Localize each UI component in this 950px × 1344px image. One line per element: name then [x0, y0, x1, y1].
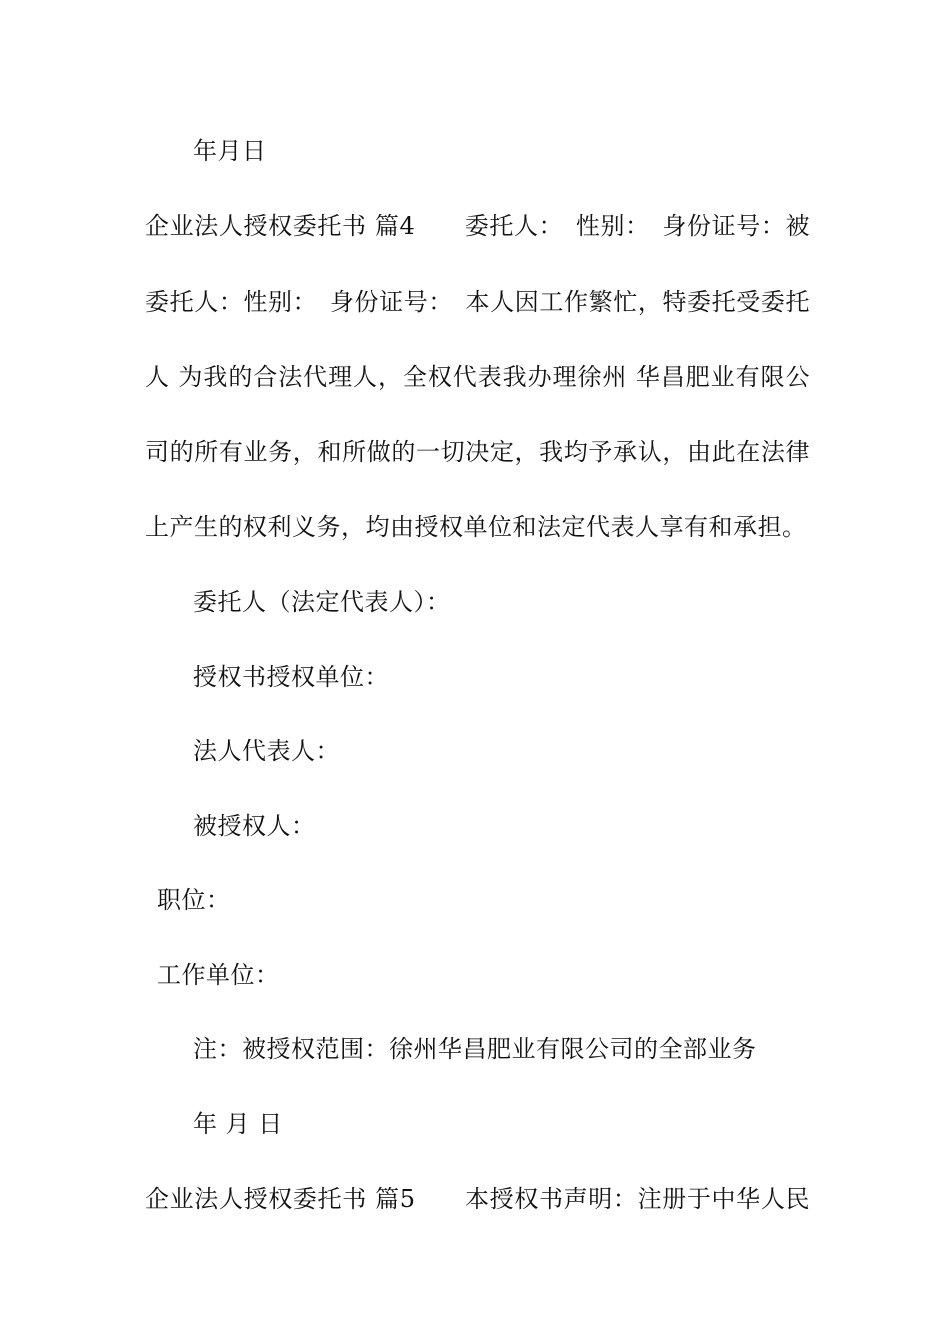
- date-line: 年 月 日: [193, 1110, 283, 1138]
- principal-field: 委托人（法定代表人）：: [193, 588, 451, 616]
- authorizing-unit-field: 授权书授权单位：: [193, 663, 389, 691]
- body-text-line: 委托人：性别： 身份证号： 本人因工作繁忙，特委托受委托: [145, 288, 810, 316]
- scope-note: 注：被授权范围：徐州华昌肥业有限公司的全部业务: [193, 1035, 757, 1063]
- position-field: 职位：: [157, 886, 231, 914]
- body-text-line: 人 为我的合法代理人，全权代表我办理徐州 华昌肥业有限公: [145, 363, 810, 391]
- body-text-line: 上产生的权利义务，均由授权单位和法定代表人享有和承担。: [145, 513, 807, 541]
- section-5-heading-line: 企业法人授权委托书 篇5 本授权书声明：注册于中华人民: [145, 1185, 810, 1213]
- work-unit-field: 工作单位：: [157, 961, 280, 989]
- authorized-person-field: 被授权人：: [193, 812, 316, 840]
- date-line: 年月日: [193, 137, 267, 165]
- body-text-line: 司的所有业务，和所做的一切决定，我均予承认，由此在法律: [145, 438, 810, 466]
- section-4-heading-line: 企业法人授权委托书 篇4 委托人： 性别： 身份证号：被: [145, 212, 810, 240]
- legal-representative-field: 法人代表人：: [193, 737, 340, 765]
